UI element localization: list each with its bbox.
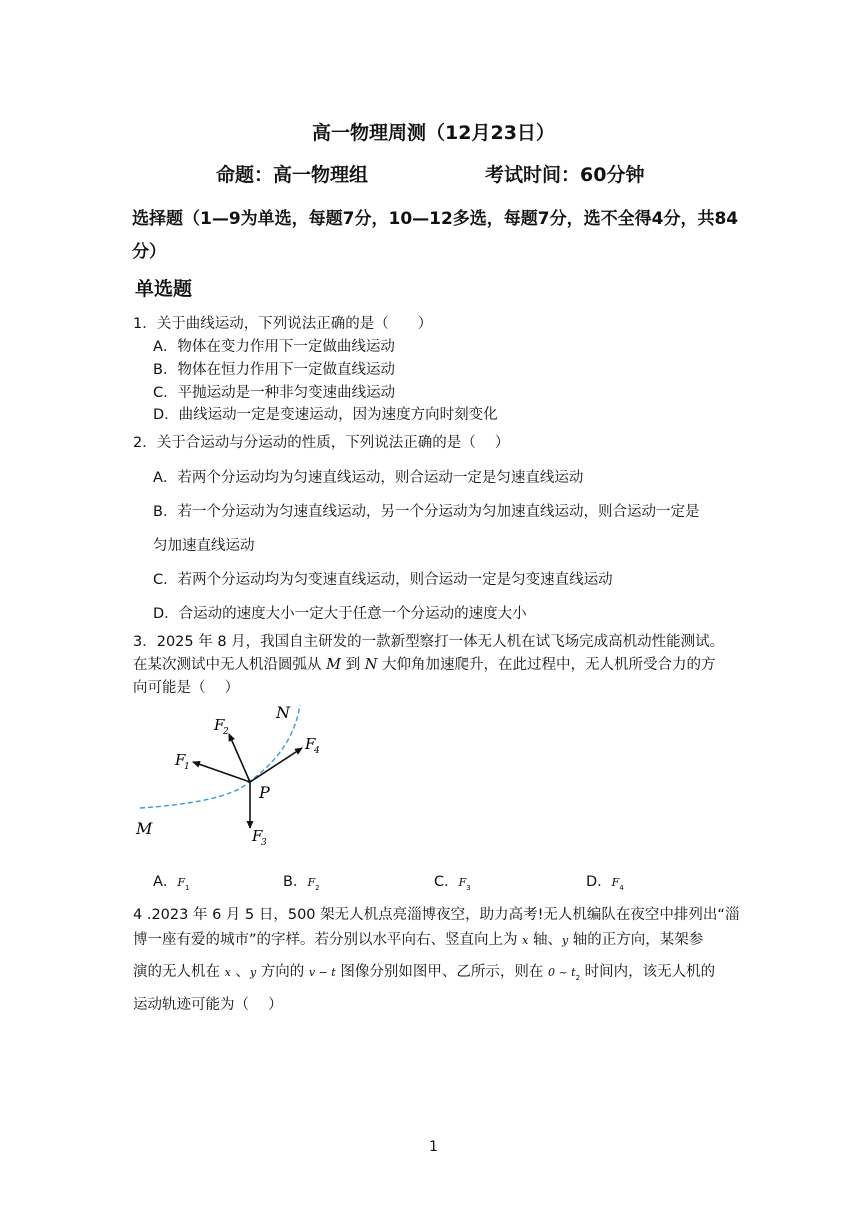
exam-time: 考试时间：60分钟 — [485, 164, 645, 186]
page-title: 高一物理周测（12月23日） — [312, 122, 555, 144]
q4-line-3-e: 时间内，该无人机的 — [580, 964, 716, 980]
q2-option-b: B．若一个分运动为匀速直线运动，另一个分运动为匀加速直线运动，则合运动一定是 — [153, 504, 700, 520]
figure-label-n: N — [276, 703, 290, 722]
q4-line-2 — [133, 928, 703, 949]
q1-option-a: A．物体在变力作用下一定做曲线运动 — [153, 339, 395, 355]
q3-line-2-a: 在某次测试中无人机沿圆弧从 — [133, 657, 327, 673]
instructions-line-2: 分） — [132, 242, 166, 262]
q4-line-3-c: 方向的 — [256, 964, 309, 980]
q2-option-d: D．合运动的速度大小一定大于任意一个分运动的速度大小 — [153, 606, 527, 622]
option-subscript: 3 — [466, 883, 471, 892]
option-symbol: F — [177, 876, 186, 889]
q2-option-b-cont: 匀加速直线运动 — [153, 538, 255, 554]
option-letter: D． — [586, 874, 612, 890]
q3-option-c — [434, 870, 471, 892]
q4-line-2-c: 轴的正方向，某架参 — [568, 932, 704, 948]
option-letter: A． — [153, 874, 178, 890]
option-letter: B． — [283, 874, 308, 890]
q3-force-diagram — [130, 700, 330, 850]
figure-label-f1-sub: 1 — [184, 762, 190, 772]
figure-label-p: P — [259, 783, 270, 802]
figure-label-f2: F — [214, 716, 225, 734]
x-axis-symbol: x — [522, 934, 529, 947]
q1-option-d: D．曲线运动一定是变速运动，因为速度方向时刻变化 — [153, 407, 498, 423]
point-n-label: N — [364, 657, 378, 673]
figure-label-f4: F — [305, 735, 316, 753]
q4-line-1: 4 .2023 年 6 月 5 日，500 架无人机点亮淄博夜空，助力高考!无人机编队在夜空中排列出“淄 — [133, 907, 740, 923]
force-arrow-f2 — [229, 734, 250, 782]
figure-label-f4-sub: 4 — [314, 746, 320, 756]
q3-option-b — [283, 870, 320, 892]
option-symbol: F — [307, 876, 316, 889]
q3-line-2-b: 到 — [340, 657, 365, 673]
figure-label-f1: F — [175, 751, 186, 769]
q4-line-3-a: 演的无人机在 — [133, 964, 225, 980]
q4-line-2-a: 博一座有爱的城市”的字样。若分别以水平向右、竖直向上为 — [133, 932, 523, 948]
q2-option-a: A．若两个分运动均为匀速直线运动，则合运动一定是匀速直线运动 — [153, 470, 584, 486]
option-subscript: 1 — [185, 883, 190, 892]
y-axis-symbol: y — [561, 934, 569, 947]
q1-option-b: B．物体在恒力作用下一定做直线运动 — [153, 362, 395, 378]
interval-symbol: 0 ~ t — [547, 966, 576, 979]
point-m-label: M — [326, 657, 341, 673]
x-symbol: x — [224, 966, 231, 979]
q4-line-3-d: 图像分别如图甲、乙所示，则在 — [335, 964, 548, 980]
section-title: 单选题 — [135, 278, 193, 300]
q1-stem: 1．关于曲线运动，下列说法正确的是（ ） — [133, 316, 433, 332]
q4-line-2-b: 轴、 — [528, 932, 562, 948]
q1-option-c: C．平抛运动是一种非匀变速曲线运动 — [153, 385, 396, 401]
q2-option-c: C．若两个分运动均为匀变速直线运动，则合运动一定是匀变速直线运动 — [153, 572, 613, 588]
q3-option-a — [153, 870, 190, 892]
q3-line-2 — [133, 653, 715, 674]
figure-label-f2-sub: 2 — [223, 727, 229, 737]
figure-label-f3: F — [252, 827, 263, 845]
instructions-line-1: 选择题（1—9为单选，每题7分，10—12多选，每题7分，选不全得4分，共84 — [132, 209, 739, 229]
q2-stem: 2．关于合运动与分运动的性质，下列说法正确的是（ ） — [133, 435, 510, 451]
q3-option-d — [586, 870, 624, 892]
option-letter: C． — [434, 874, 459, 890]
option-symbol: F — [458, 876, 467, 889]
q3-line-3: 向可能是（ ） — [133, 680, 240, 696]
instructions — [132, 203, 738, 269]
option-subscript: 2 — [315, 883, 320, 892]
vt-symbol: v − t — [308, 966, 336, 979]
q4-line-3-b: 、 — [230, 964, 250, 980]
q3-line-1: 3．2025 年 8 月，我国自主研发的一款新型察打一体无人机在试飞场完成高机动性能测试。 — [133, 634, 725, 650]
interval-subscript: 2 — [575, 973, 581, 982]
q4-line-3 — [133, 960, 715, 982]
option-symbol: F — [611, 876, 620, 889]
exam-author: 命题：高一物理组 — [216, 164, 369, 186]
q4-line-4: 运动轨迹可能为（ ） — [133, 997, 283, 1013]
force-arrow-f4 — [250, 748, 302, 782]
option-subscript: 4 — [619, 883, 624, 892]
y-symbol: y — [249, 966, 257, 979]
figure-label-m: M — [136, 819, 153, 838]
page-number: 1 — [429, 1139, 438, 1155]
figure-label-f3-sub: 3 — [261, 838, 267, 848]
force-arrow-f1 — [193, 762, 250, 782]
q3-line-2-c: 大仰角加速爬升，在此过程中，无人机所受合力的方 — [377, 657, 716, 673]
